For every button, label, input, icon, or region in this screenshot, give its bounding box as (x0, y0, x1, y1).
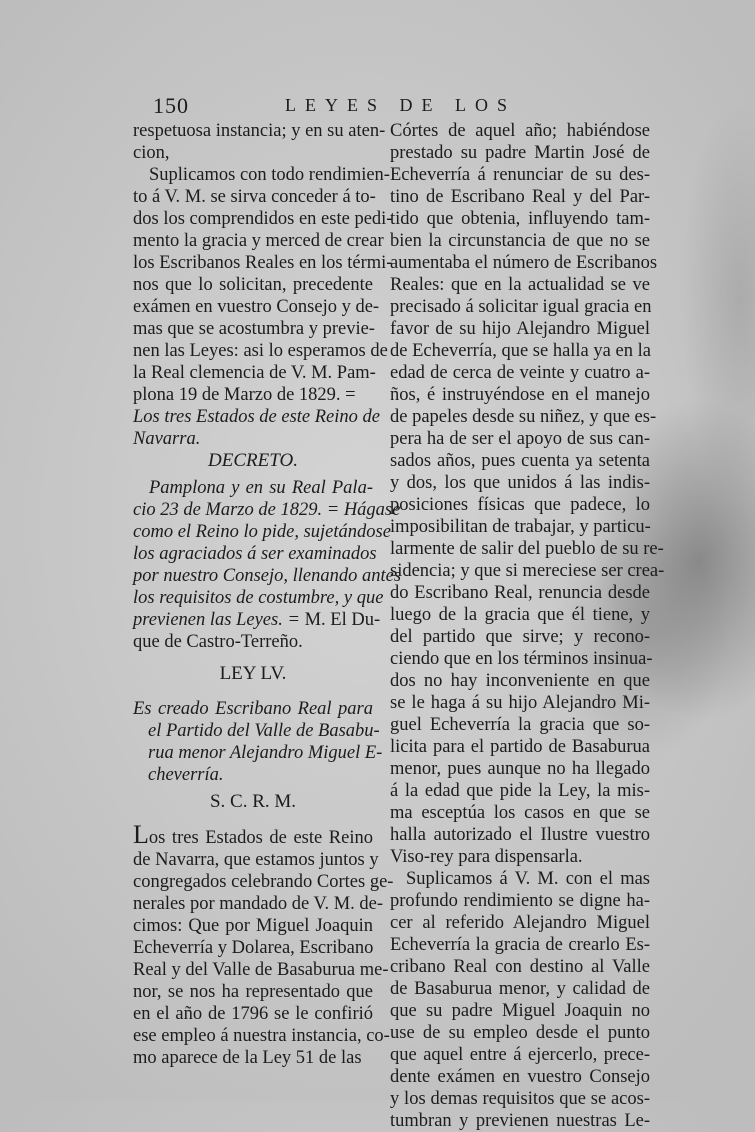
text-line: Córtes de aquel año; habiéndose (390, 121, 650, 141)
text-line: nen las Leyes: asi lo esperamos de (133, 341, 388, 361)
text-line: ma esceptúa los casos en que se (390, 803, 650, 823)
text-line: sados años, pues cuenta ya setenta (390, 451, 650, 471)
text-line: imposibilitan de trabajar, y particu- (390, 517, 651, 537)
text-line: cribano Real con destino al Valle (390, 957, 650, 977)
text-line: á la edad que pide la Ley, la mis- (390, 781, 650, 801)
text-line: nos que lo solicitan, precedente (133, 275, 373, 295)
text-line: pera ha de ser el apoyo de sus can- (390, 429, 650, 449)
section-heading (133, 663, 373, 685)
text-line: to á V. M. se sirva conceder á to- (133, 187, 376, 207)
text-line: Los tres Estados de este Reino de (133, 407, 380, 427)
text-line: y dos, los que unidos á las indis- (390, 473, 650, 493)
text-line: cheverría. (148, 765, 224, 785)
text-line: el Partido del Valle de Basabu- (148, 721, 380, 741)
text-line: tumbran y previenen nuestras Le- (390, 1111, 650, 1131)
text-line: por nuestro Consejo, llenando antes (133, 566, 402, 586)
paragraph (133, 698, 383, 786)
text-line: tino de Escribano Real y del Par- (390, 187, 650, 207)
text-segment: previenen las Leyes. = (133, 610, 305, 630)
text-line: ciendo que en los términos insinua- (390, 649, 653, 669)
text-line: respetuosa instancia; y en su aten- (133, 121, 386, 141)
text-line: nerales por mandado de V. M. de- (133, 894, 384, 914)
right-column (390, 120, 665, 1132)
running-title: LEYES DE LOS (285, 95, 516, 115)
text-line: congregados celebrando Cortes ge- (133, 872, 394, 892)
text-line: de Basaburua menor, y calidad de (390, 979, 650, 999)
text-line: guel Echeverría la gracia que so- (390, 715, 650, 735)
text-line: aumentaba el número de Escribanos (390, 253, 658, 273)
text-line: de Echeverría, que se halla ya en la (390, 341, 651, 361)
paragraph (133, 164, 393, 406)
text-line: use de su empleo desde el punto (390, 1023, 650, 1043)
section-heading (133, 450, 373, 472)
text-line: ños, é instruyéndose en el manejo (390, 385, 650, 405)
text-line: del partido que sirve; y recono- (390, 627, 650, 647)
text-line: mas que se acostumbra y previe- (133, 319, 375, 339)
text-line: favor de su hijo Alejandro Miguel (390, 319, 650, 339)
text-line: que de Castro-Terreño. (133, 632, 303, 652)
page-number: 150 (153, 93, 189, 118)
paragraph (133, 477, 402, 631)
text-line: rua menor Alejandro Miguel E- (148, 743, 383, 763)
paragraph (390, 120, 665, 868)
text-line: Echeverría á renunciar de su des- (390, 165, 650, 185)
text-line: dos no hay inconveniente en que (390, 671, 650, 691)
text-segment: os tres Estados de este Reino (148, 828, 373, 848)
paragraph (133, 120, 386, 164)
text-line: mo aparece de la Ley 51 de las (133, 1048, 362, 1068)
text-line: edad de cerca de veinte y cuatro a- (390, 363, 650, 383)
text-line: luego de la gracia que él tiene, y (390, 605, 650, 625)
text-line: DECRETO. (208, 450, 298, 471)
text-line: Pamplona y en su Real Pala- (149, 478, 373, 498)
text-line: de Navarra, que estamos juntos y (133, 850, 379, 870)
text-line: en el año de 1796 se le confirió (133, 1004, 373, 1024)
page-header (153, 93, 633, 119)
text-line: profundo rendimiento se digne ha- (390, 891, 650, 911)
text-line: prestado su padre Martin José de (390, 143, 650, 163)
text-line: cer al referido Alejandro Miguel (390, 913, 650, 933)
text-line: cion, (133, 143, 170, 163)
text-line: Echeverría la gracia de crearlo Es- (390, 935, 650, 955)
left-column (133, 120, 402, 1069)
text-line: Reales: que en la actualidad se ve (390, 275, 650, 295)
text-line: tido que obtenia, influyendo tam- (390, 209, 650, 229)
text-line: dos los comprendidos en este pedi- (133, 209, 393, 229)
text-line: menor, pues aunque no ha llegado (390, 759, 650, 779)
text-line: Suplicamos con todo rendimien- (149, 165, 390, 185)
text-line: los Escribanos Reales en los térmi- (133, 253, 393, 273)
text-line: licita para el partido de Basaburua (390, 737, 650, 757)
text-line: y los demas requisitos que se acos- (390, 1089, 650, 1109)
text-line: Real y del Valle de Basaburua me- (133, 960, 389, 980)
section-heading (133, 791, 373, 813)
text-line: Es creado Escribano Real para (133, 699, 373, 719)
text-line: cimos: Que por Miguel Joaquin (133, 916, 373, 936)
text-line (133, 820, 373, 849)
text-segment: M. El Du- (304, 610, 381, 630)
text-line: Viso-rey para dispensarla. (390, 847, 583, 867)
text-line: exámen en vuestro Consejo y de- (133, 297, 380, 317)
text-line: Echeverría y Dolarea, Escribano (133, 938, 374, 958)
text-line: precisado á solicitar igual gracia en (390, 297, 652, 317)
paragraph (133, 406, 380, 450)
text-line: nor, se nos ha representado que (133, 982, 373, 1002)
text-line: la Real clemencia de V. M. Pam- (133, 363, 376, 383)
text-line: larmente de salir del pueblo de su re- (390, 539, 664, 559)
text-line: bien la circunstancia de que no se (390, 231, 650, 251)
text-line: los agraciados á ser examinados (133, 544, 377, 564)
text-line: Suplicamos á V. M. con el mas (406, 869, 650, 889)
text-line: plona 19 de Marzo de 1829. = (133, 385, 356, 405)
text-line: do Escribano Real, renuncia desde (390, 583, 650, 603)
text-line: halla autorizado el Ilustre vuestro (390, 825, 650, 845)
text-line: que su padre Miguel Joaquin no (390, 1001, 650, 1021)
text-line: Navarra. (133, 429, 201, 449)
text-line: los requisitos de costumbre, y que (133, 588, 384, 608)
paragraph (133, 631, 373, 653)
drop-cap: L (133, 820, 149, 849)
text-line: LEY LV. (219, 663, 287, 684)
text-line: dente exámen en vuestro Consejo (390, 1067, 650, 1087)
text-line: como el Reino lo pide, sujetándose (133, 522, 391, 542)
paragraph (390, 868, 650, 1132)
text-line: se le haga á su hijo Alejandro Mi- (390, 693, 650, 713)
text-line: de papeles desde su niñez, y que es- (390, 407, 657, 427)
text-line: S. C. R. M. (209, 791, 297, 812)
text-line (133, 609, 381, 631)
text-line: posiciones físicas que padece, lo (390, 495, 650, 515)
text-line: ese empleo á nuestra instancia, co- (133, 1026, 390, 1046)
text-line: sidencia; y que si mereciese ser crea- (390, 561, 665, 581)
text-line: cio 23 de Marzo de 1829. = Hágase (133, 500, 401, 520)
paragraph (133, 820, 394, 1069)
text-line: que aquel entre á ejercerlo, prece- (390, 1045, 650, 1065)
text-line: mento la gracia y merced de crear (133, 231, 384, 251)
